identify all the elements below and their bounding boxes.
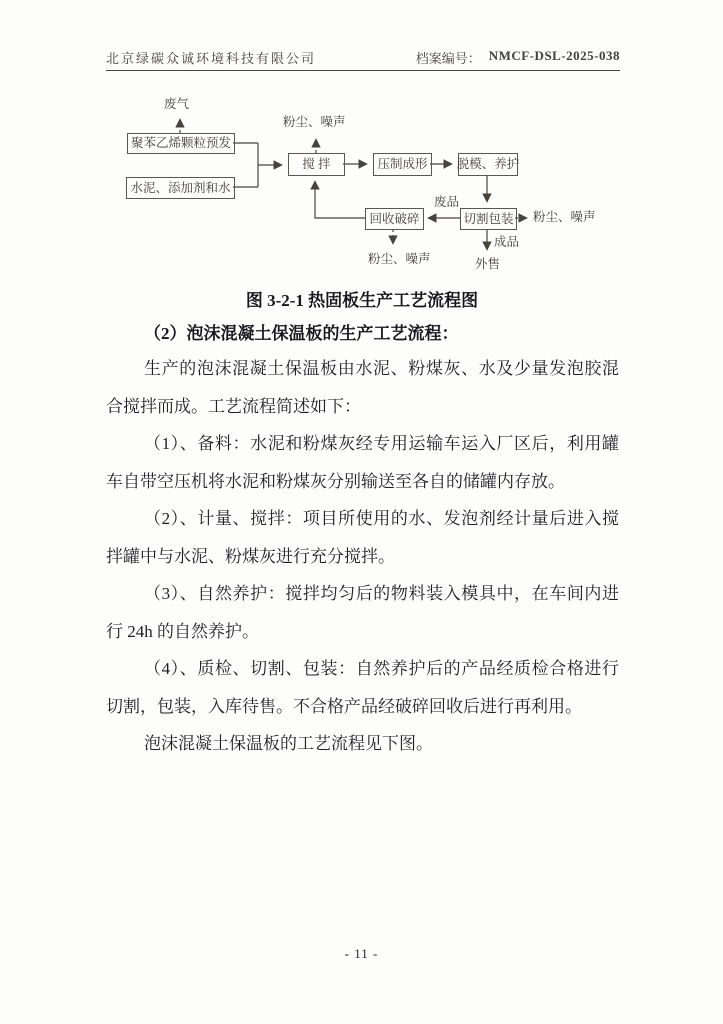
flow-box-pre-expand: 聚苯乙烯颗粒预发 <box>127 133 235 154</box>
flow-box-cut-pack: 切割包装 <box>460 208 517 230</box>
header-company-name: 北京绿碳众诚环境科技有限公司 <box>106 51 317 66</box>
flow-label-waste-gas: 废气 <box>164 97 190 111</box>
flow-box-demold-cure: 脱模、养护 <box>458 153 518 176</box>
header-archive-number: NMCF-DSL-2025-038 <box>488 48 620 63</box>
paragraph-step-2: （2）、计量、搅拌：项目所使用的水、发泡剂经计量后进入搅拌罐中与水泥、粉煤灰进行充分搅拌。 <box>106 509 619 566</box>
paragraph-closing: 泡沫混凝土保温板的工艺流程见下图。 <box>144 734 433 753</box>
paragraph-step-4: （4）、质检、切割、包装：自然养护后的产品经质检合格进行切割，包装，入库待售。不合格产品经破碎回收后进行再利用。 <box>106 659 619 716</box>
section-heading: （2）泡沫混凝土保温板的生产工艺流程： <box>144 324 459 343</box>
flow-label-dust-noise-recycle: 粉尘、噪声 <box>368 252 431 266</box>
flow-label-dust-noise-mix: 粉尘、噪声 <box>283 115 346 129</box>
header-archive <box>416 48 620 67</box>
paragraph-intro: 生产的泡沫混凝土保温板由水泥、粉煤灰、水及少量发泡胶混合搅拌而成。工艺流程简述如下： <box>106 359 619 416</box>
flow-label-external-sale: 外售 <box>475 257 501 271</box>
flow-box-mix: 搅 拌 <box>288 153 345 176</box>
header-archive-label: 档案编号： <box>415 51 481 66</box>
flow-box-press: 压制成形 <box>373 153 432 176</box>
paragraph-step-3: （3）、自然养护：搅拌均匀后的物料装入模具中，在车间内进行 24h 的自然养护。 <box>106 584 619 641</box>
page-header <box>106 48 620 71</box>
flow-box-cement-water: 水泥、添加剂和水 <box>126 177 235 199</box>
figure-caption: 图 3-2-1 热固板生产工艺流程图 <box>245 291 479 310</box>
page-number: - 11 - <box>344 946 379 961</box>
flow-label-scrap: 废品 <box>434 195 460 209</box>
paragraph-step-1: （1）、备料：水泥和粉煤灰经专用运输车运入厂区后，利用罐车自带空压机将水泥和粉煤灰分别输送至各自的储罐内存放。 <box>106 434 619 491</box>
process-flowchart <box>100 85 640 280</box>
flow-label-finished-product: 成品 <box>494 235 520 249</box>
body-text <box>106 350 619 763</box>
flow-label-dust-noise-cut: 粉尘、噪声 <box>533 210 596 224</box>
flow-box-recycle-crush: 回收破碎 <box>365 208 424 230</box>
